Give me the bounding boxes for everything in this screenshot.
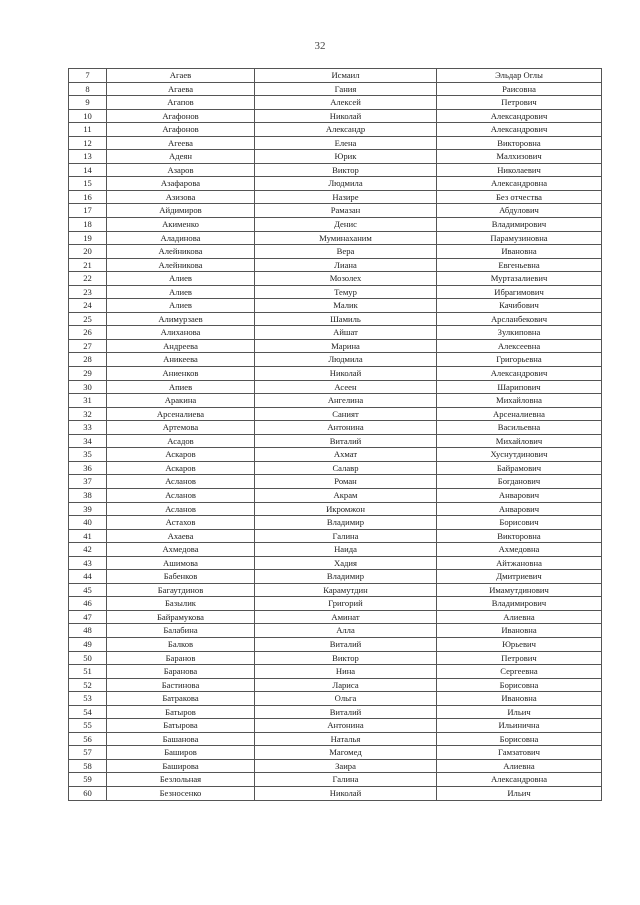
first-name-cell: Наида <box>255 543 437 557</box>
table-row <box>69 543 602 557</box>
surname-cell: Баширов <box>107 746 255 760</box>
first-name-cell: Виталий <box>255 434 437 448</box>
patronymic-cell: Абдулович <box>437 204 602 218</box>
first-name-cell: Николай <box>255 786 437 800</box>
first-name-cell: Роман <box>255 475 437 489</box>
first-name-cell: Айшат <box>255 326 437 340</box>
surname-cell: Батыров <box>107 705 255 719</box>
patronymic-cell: Сергеевна <box>437 665 602 679</box>
patronymic-cell: Имамутдинович <box>437 583 602 597</box>
surname-cell: Агафонов <box>107 109 255 123</box>
surname-cell: Байрамукова <box>107 610 255 624</box>
first-name-cell: Ахмат <box>255 448 437 462</box>
first-name-cell: Салавр <box>255 461 437 475</box>
surname-cell: Баранов <box>107 651 255 665</box>
row-number-cell: 46 <box>69 597 107 611</box>
row-number-cell: 36 <box>69 461 107 475</box>
row-number-cell: 32 <box>69 407 107 421</box>
roster-body <box>69 69 602 801</box>
surname-cell: Алиев <box>107 285 255 299</box>
patronymic-cell: Зулкиповна <box>437 326 602 340</box>
table-row <box>69 529 602 543</box>
first-name-cell: Владимир <box>255 516 437 530</box>
surname-cell: Багаутдинов <box>107 583 255 597</box>
surname-cell: Агафонов <box>107 123 255 137</box>
first-name-cell: Галина <box>255 529 437 543</box>
table-row <box>69 665 602 679</box>
patronymic-cell: Анварович <box>437 488 602 502</box>
table-row <box>69 610 602 624</box>
patronymic-cell: Владимирович <box>437 218 602 232</box>
row-number-cell: 9 <box>69 96 107 110</box>
surname-cell: Ахаева <box>107 529 255 543</box>
surname-cell: Баширова <box>107 759 255 773</box>
patronymic-cell: Без отчества <box>437 190 602 204</box>
table-row <box>69 475 602 489</box>
row-number-cell: 44 <box>69 570 107 584</box>
surname-cell: Башанова <box>107 732 255 746</box>
first-name-cell: Темур <box>255 285 437 299</box>
surname-cell: Агаева <box>107 82 255 96</box>
patronymic-cell: Шарипович <box>437 380 602 394</box>
surname-cell: Ашимова <box>107 556 255 570</box>
surname-cell: Аскаров <box>107 461 255 475</box>
first-name-cell: Муминаханим <box>255 231 437 245</box>
row-number-cell: 15 <box>69 177 107 191</box>
row-number-cell: 16 <box>69 190 107 204</box>
first-name-cell: Виталий <box>255 705 437 719</box>
surname-cell: Алейникова <box>107 245 255 259</box>
table-row <box>69 637 602 651</box>
surname-cell: Асадов <box>107 434 255 448</box>
surname-cell: Балков <box>107 637 255 651</box>
surname-cell: Арсеналиева <box>107 407 255 421</box>
first-name-cell: Вера <box>255 245 437 259</box>
table-row <box>69 678 602 692</box>
table-row <box>69 245 602 259</box>
surname-cell: Аладинова <box>107 231 255 245</box>
row-number-cell: 27 <box>69 339 107 353</box>
patronymic-cell: Малхизович <box>437 150 602 164</box>
row-number-cell: 11 <box>69 123 107 137</box>
row-number-cell: 24 <box>69 299 107 313</box>
surname-cell: Агапов <box>107 96 255 110</box>
first-name-cell: Магомед <box>255 746 437 760</box>
first-name-cell: Назире <box>255 190 437 204</box>
first-name-cell: Мозолех <box>255 272 437 286</box>
first-name-cell: Аминат <box>255 610 437 624</box>
row-number-cell: 28 <box>69 353 107 367</box>
surname-cell: Андреева <box>107 339 255 353</box>
row-number-cell: 34 <box>69 434 107 448</box>
patronymic-cell: Ахмедовна <box>437 543 602 557</box>
first-name-cell: Лариса <box>255 678 437 692</box>
first-name-cell: Антонина <box>255 719 437 733</box>
table-row <box>69 516 602 530</box>
surname-cell: Базылик <box>107 597 255 611</box>
first-name-cell: Денис <box>255 218 437 232</box>
row-number-cell: 51 <box>69 665 107 679</box>
table-row <box>69 570 602 584</box>
row-number-cell: 38 <box>69 488 107 502</box>
surname-cell: Ахмедова <box>107 543 255 557</box>
table-row <box>69 353 602 367</box>
row-number-cell: 35 <box>69 448 107 462</box>
surname-cell: Аскаров <box>107 448 255 462</box>
row-number-cell: 7 <box>69 69 107 83</box>
patronymic-cell: Ибрагимович <box>437 285 602 299</box>
surname-cell: Алейникова <box>107 258 255 272</box>
patronymic-cell: Александровна <box>437 177 602 191</box>
table-row <box>69 150 602 164</box>
patronymic-cell: Петрович <box>437 651 602 665</box>
surname-cell: Айдимиров <box>107 204 255 218</box>
patronymic-cell: Александрович <box>437 109 602 123</box>
patronymic-cell: Дмитриевич <box>437 570 602 584</box>
table-row <box>69 651 602 665</box>
table-row <box>69 759 602 773</box>
table-row <box>69 272 602 286</box>
table-row <box>69 312 602 326</box>
patronymic-cell: Михайлович <box>437 434 602 448</box>
patronymic-cell: Ивановна <box>437 692 602 706</box>
first-name-cell: Людмила <box>255 353 437 367</box>
table-row <box>69 746 602 760</box>
table-row <box>69 177 602 191</box>
table-row <box>69 407 602 421</box>
table-row <box>69 82 602 96</box>
patronymic-cell: Григорьевна <box>437 353 602 367</box>
patronymic-cell: Эльдар Оглы <box>437 69 602 83</box>
patronymic-cell: Ивановна <box>437 624 602 638</box>
surname-cell: Балабина <box>107 624 255 638</box>
first-name-cell: Ольга <box>255 692 437 706</box>
row-number-cell: 48 <box>69 624 107 638</box>
patronymic-cell: Хуснутдинович <box>437 448 602 462</box>
first-name-cell: Виталий <box>255 637 437 651</box>
row-number-cell: 17 <box>69 204 107 218</box>
table-row <box>69 123 602 137</box>
patronymic-cell: Муртазалиевич <box>437 272 602 286</box>
table-row <box>69 69 602 83</box>
patronymic-cell: Ильинична <box>437 719 602 733</box>
row-number-cell: 56 <box>69 732 107 746</box>
surname-cell: Адеян <box>107 150 255 164</box>
roster-table <box>68 68 602 801</box>
surname-cell: Алиев <box>107 299 255 313</box>
row-number-cell: 57 <box>69 746 107 760</box>
patronymic-cell: Арсеналиевна <box>437 407 602 421</box>
table-row <box>69 163 602 177</box>
surname-cell: Аниенков <box>107 367 255 381</box>
first-name-cell: Алла <box>255 624 437 638</box>
row-number-cell: 40 <box>69 516 107 530</box>
first-name-cell: Людмила <box>255 177 437 191</box>
first-name-cell: Рамазан <box>255 204 437 218</box>
surname-cell: Акименко <box>107 218 255 232</box>
surname-cell: Батырова <box>107 719 255 733</box>
patronymic-cell: Алиевна <box>437 759 602 773</box>
table-row <box>69 367 602 381</box>
row-number-cell: 54 <box>69 705 107 719</box>
first-name-cell: Алексей <box>255 96 437 110</box>
first-name-cell: Нина <box>255 665 437 679</box>
table-row <box>69 285 602 299</box>
patronymic-cell: Раисовна <box>437 82 602 96</box>
table-row <box>69 488 602 502</box>
row-number-cell: 26 <box>69 326 107 340</box>
surname-cell: Аникеева <box>107 353 255 367</box>
first-name-cell: Исмаил <box>255 69 437 83</box>
first-name-cell: Икромжон <box>255 502 437 516</box>
patronymic-cell: Викторовна <box>437 136 602 150</box>
row-number-cell: 12 <box>69 136 107 150</box>
first-name-cell: Владимир <box>255 570 437 584</box>
surname-cell: Азизова <box>107 190 255 204</box>
row-number-cell: 39 <box>69 502 107 516</box>
patronymic-cell: Гамзатович <box>437 746 602 760</box>
row-number-cell: 31 <box>69 394 107 408</box>
first-name-cell: Карамутдин <box>255 583 437 597</box>
first-name-cell: Ангелина <box>255 394 437 408</box>
first-name-cell: Александр <box>255 123 437 137</box>
table-row <box>69 556 602 570</box>
patronymic-cell: Ильич <box>437 786 602 800</box>
surname-cell: Апиев <box>107 380 255 394</box>
patronymic-cell: Байрамович <box>437 461 602 475</box>
table-row <box>69 624 602 638</box>
table-row <box>69 421 602 435</box>
row-number-cell: 8 <box>69 82 107 96</box>
table-row <box>69 434 602 448</box>
first-name-cell: Николай <box>255 367 437 381</box>
row-number-cell: 53 <box>69 692 107 706</box>
surname-cell: Алимурзаев <box>107 312 255 326</box>
surname-cell: Агаев <box>107 69 255 83</box>
table-row <box>69 299 602 313</box>
surname-cell: Асланов <box>107 488 255 502</box>
table-row <box>69 258 602 272</box>
table-row <box>69 394 602 408</box>
patronymic-cell: Алиевна <box>437 610 602 624</box>
patronymic-cell: Борисовна <box>437 678 602 692</box>
row-number-cell: 50 <box>69 651 107 665</box>
patronymic-cell: Александрович <box>437 367 602 381</box>
table-row <box>69 502 602 516</box>
row-number-cell: 25 <box>69 312 107 326</box>
row-number-cell: 10 <box>69 109 107 123</box>
patronymic-cell: Анварович <box>437 502 602 516</box>
row-number-cell: 55 <box>69 719 107 733</box>
table-row <box>69 692 602 706</box>
surname-cell: Артемова <box>107 421 255 435</box>
table-row <box>69 773 602 787</box>
patronymic-cell: Айтжановна <box>437 556 602 570</box>
patronymic-cell: Борисовна <box>437 732 602 746</box>
table-row <box>69 204 602 218</box>
first-name-cell: Малик <box>255 299 437 313</box>
surname-cell: Азафарова <box>107 177 255 191</box>
first-name-cell: Николай <box>255 109 437 123</box>
table-row <box>69 705 602 719</box>
table-row <box>69 326 602 340</box>
row-number-cell: 52 <box>69 678 107 692</box>
row-number-cell: 21 <box>69 258 107 272</box>
surname-cell: Безносенко <box>107 786 255 800</box>
surname-cell: Асланов <box>107 502 255 516</box>
row-number-cell: 47 <box>69 610 107 624</box>
patronymic-cell: Борисович <box>437 516 602 530</box>
surname-cell: Алиханова <box>107 326 255 340</box>
surname-cell: Азаров <box>107 163 255 177</box>
first-name-cell: Виктор <box>255 651 437 665</box>
patronymic-cell: Викторовна <box>437 529 602 543</box>
first-name-cell: Саният <box>255 407 437 421</box>
surname-cell: Бабенков <box>107 570 255 584</box>
first-name-cell: Хадия <box>255 556 437 570</box>
first-name-cell: Юрик <box>255 150 437 164</box>
row-number-cell: 14 <box>69 163 107 177</box>
row-number-cell: 37 <box>69 475 107 489</box>
table-row <box>69 461 602 475</box>
surname-cell: Асланов <box>107 475 255 489</box>
surname-cell: Бастинова <box>107 678 255 692</box>
patronymic-cell: Петрович <box>437 96 602 110</box>
row-number-cell: 49 <box>69 637 107 651</box>
patronymic-cell: Михайловна <box>437 394 602 408</box>
first-name-cell: Лиана <box>255 258 437 272</box>
row-number-cell: 20 <box>69 245 107 259</box>
first-name-cell: Антонина <box>255 421 437 435</box>
table-row <box>69 732 602 746</box>
patronymic-cell: Парамузиновна <box>437 231 602 245</box>
row-number-cell: 43 <box>69 556 107 570</box>
row-number-cell: 41 <box>69 529 107 543</box>
row-number-cell: 59 <box>69 773 107 787</box>
table-row <box>69 786 602 800</box>
row-number-cell: 45 <box>69 583 107 597</box>
row-number-cell: 30 <box>69 380 107 394</box>
row-number-cell: 29 <box>69 367 107 381</box>
surname-cell: Аракина <box>107 394 255 408</box>
table-row <box>69 218 602 232</box>
patronymic-cell: Васильевна <box>437 421 602 435</box>
first-name-cell: Гания <box>255 82 437 96</box>
first-name-cell: Елена <box>255 136 437 150</box>
surname-cell: Безлольная <box>107 773 255 787</box>
patronymic-cell: Арсланбекович <box>437 312 602 326</box>
first-name-cell: Наталья <box>255 732 437 746</box>
table-row <box>69 190 602 204</box>
row-number-cell: 60 <box>69 786 107 800</box>
row-number-cell: 18 <box>69 218 107 232</box>
surname-cell: Алиев <box>107 272 255 286</box>
patronymic-cell: Алексеевна <box>437 339 602 353</box>
surname-cell: Баранова <box>107 665 255 679</box>
patronymic-cell: Александрович <box>437 123 602 137</box>
table-row <box>69 448 602 462</box>
table-row <box>69 597 602 611</box>
first-name-cell: Марина <box>255 339 437 353</box>
row-number-cell: 58 <box>69 759 107 773</box>
table-row <box>69 339 602 353</box>
first-name-cell: Шамиль <box>255 312 437 326</box>
table-row <box>69 583 602 597</box>
patronymic-cell: Евгеньевна <box>437 258 602 272</box>
table-row <box>69 96 602 110</box>
surname-cell: Агеева <box>107 136 255 150</box>
first-name-cell: Григорий <box>255 597 437 611</box>
table-row <box>69 109 602 123</box>
table-row <box>69 231 602 245</box>
first-name-cell: Акрам <box>255 488 437 502</box>
row-number-cell: 33 <box>69 421 107 435</box>
patronymic-cell: Александровна <box>437 773 602 787</box>
surname-cell: Астахов <box>107 516 255 530</box>
patronymic-cell: Юрьевич <box>437 637 602 651</box>
row-number-cell: 19 <box>69 231 107 245</box>
surname-cell: Батракова <box>107 692 255 706</box>
first-name-cell: Заира <box>255 759 437 773</box>
table-row <box>69 380 602 394</box>
row-number-cell: 23 <box>69 285 107 299</box>
patronymic-cell: Качибович <box>437 299 602 313</box>
row-number-cell: 13 <box>69 150 107 164</box>
first-name-cell: Виктор <box>255 163 437 177</box>
table-row <box>69 719 602 733</box>
patronymic-cell: Николаевич <box>437 163 602 177</box>
patronymic-cell: Ильич <box>437 705 602 719</box>
row-number-cell: 22 <box>69 272 107 286</box>
patronymic-cell: Ивановна <box>437 245 602 259</box>
first-name-cell: Асеен <box>255 380 437 394</box>
patronymic-cell: Владимирович <box>437 597 602 611</box>
first-name-cell: Галина <box>255 773 437 787</box>
page-number: 32 <box>314 40 326 52</box>
row-number-cell: 42 <box>69 543 107 557</box>
table-row <box>69 136 602 150</box>
patronymic-cell: Богданович <box>437 475 602 489</box>
